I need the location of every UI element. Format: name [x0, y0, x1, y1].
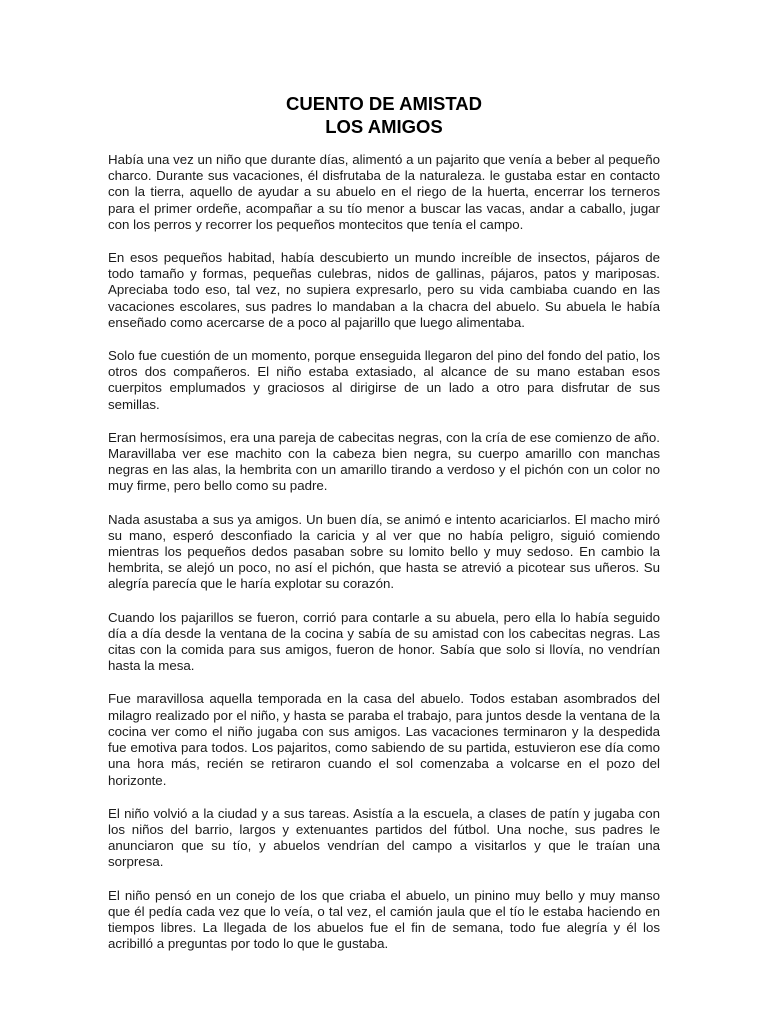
document-subtitle: LOS AMIGOS [325, 116, 443, 137]
paragraph: Cuando los pajarillos se fueron, corrió para contarle a su abuela, pero ella lo había seguido día a día desde la ventana de la cocina y sabía de su amistad con los cabecitas negras. Las citas con la comida para sus amigos, fueron de honor. Sabía que solo si llovía, no vendrían hasta la mesa. [108, 609, 660, 674]
paragraph: Había una vez un niño que durante días, alimentó a un pajarito que venía a beber al pequeño charco. Durante sus vacaciones, él disfrutaba de la naturaleza. le gustaba estar en contacto con la tierra, aquello de ayudar a su abuelo en el riego de la huerta, encerrar los terneros para el primer ordeñe, acompañar a su tío menor a buscar las vacas, andar a caballo, jugar con los perros y recorrer los pequeños montecitos que tenía el campo. [108, 152, 660, 232]
title-block [108, 92, 660, 138]
paragraph: Eran hermosísimos, era una pareja de cabecitas negras, con la cría de ese comienzo de año. Maravillaba ver ese machito con la cabeza bien negra, su cuerpo amarillo con manchas negras en las alas, la hembrita con un amarillo tirando a verdoso y el pichón con un color no muy firme, pero bello como su padre. [108, 429, 660, 494]
paragraph: En esos pequeños habitad, había descubierto un mundo increíble de insectos, pájaros de todo tamaño y formas, pequeñas culebras, nidos de gallinas, pájaros, patos y mariposas. Apreciaba todo eso, tal vez, no supiera expresarlo, pero su vida cambiaba cuando en las vacaciones escolares, sus padres lo mandaban a la chacra del abuelo. Su abuela le había enseñado como acercarse de a poco al pajarillo que luego alimentaba. [108, 250, 660, 330]
paragraph: Nada asustaba a sus ya amigos. Un buen día, se animó e intento acariciarlos. El macho miró su mano, esperó desconfiado la caricia y al ver que no había peligro, siguió comiendo mientras los pequeños dedos pasaban sobre su lomito bello y muy sedoso. En cambio la hembrita, se alejó un poco, no así el pichón, que hasta se atrevió a picotear sus uñeros. Su alegría parecía que le haría explotar su corazón. [108, 511, 660, 592]
document-page [108, 92, 660, 969]
paragraph: El niño pensó en un conejo de los que criaba el abuelo, un pinino muy bello y muy manso que él pedía cada vez que lo veía, o tal vez, el camión jaula que el tío le estaba haciendo en tiempos libres. La llegada de los abuelos fue el fin de semana, todo fue alegría y él los acribilló a preguntas por todo lo que le gustaba. [108, 887, 660, 952]
paragraph: Fue maravillosa aquella temporada en la casa del abuelo. Todos estaban asombrados del milagro realizado por el niño, y hasta se paraba el trabajo, para juntos desde la ventana de la cocina ver como el niño jugaba con sus amigos. Las vacaciones terminaron y la despedida fue emotiva para todos. Los pajaritos, como sabiendo de su partida, estuvieron ese día como una hora más, recién se retiraron cuando el sol comenzaba a volcarse en el pozo del horizonte. [108, 691, 660, 788]
paragraph: El niño volvió a la ciudad y a sus tareas. Asistía a la escuela, a clases de patín y jugaba con los niños del barrio, largos y extenuantes partidos del fútbol. Una noche, sus padres le anunciaron que su tío, y abuelos vendrían del campo a visitarlos y que le traían una sorpresa. [108, 805, 660, 870]
document-title: CUENTO DE AMISTAD [286, 93, 482, 114]
paragraph: Solo fue cuestión de un momento, porque enseguida llegaron del pino del fondo del patio, los otros dos compañeros. El niño estaba extasiado, al alcance de su mano estaban esos cuerpitos emplumados y graciosos al dirigirse de un lado a otro para disfrutar de sus semillas. [108, 348, 660, 412]
